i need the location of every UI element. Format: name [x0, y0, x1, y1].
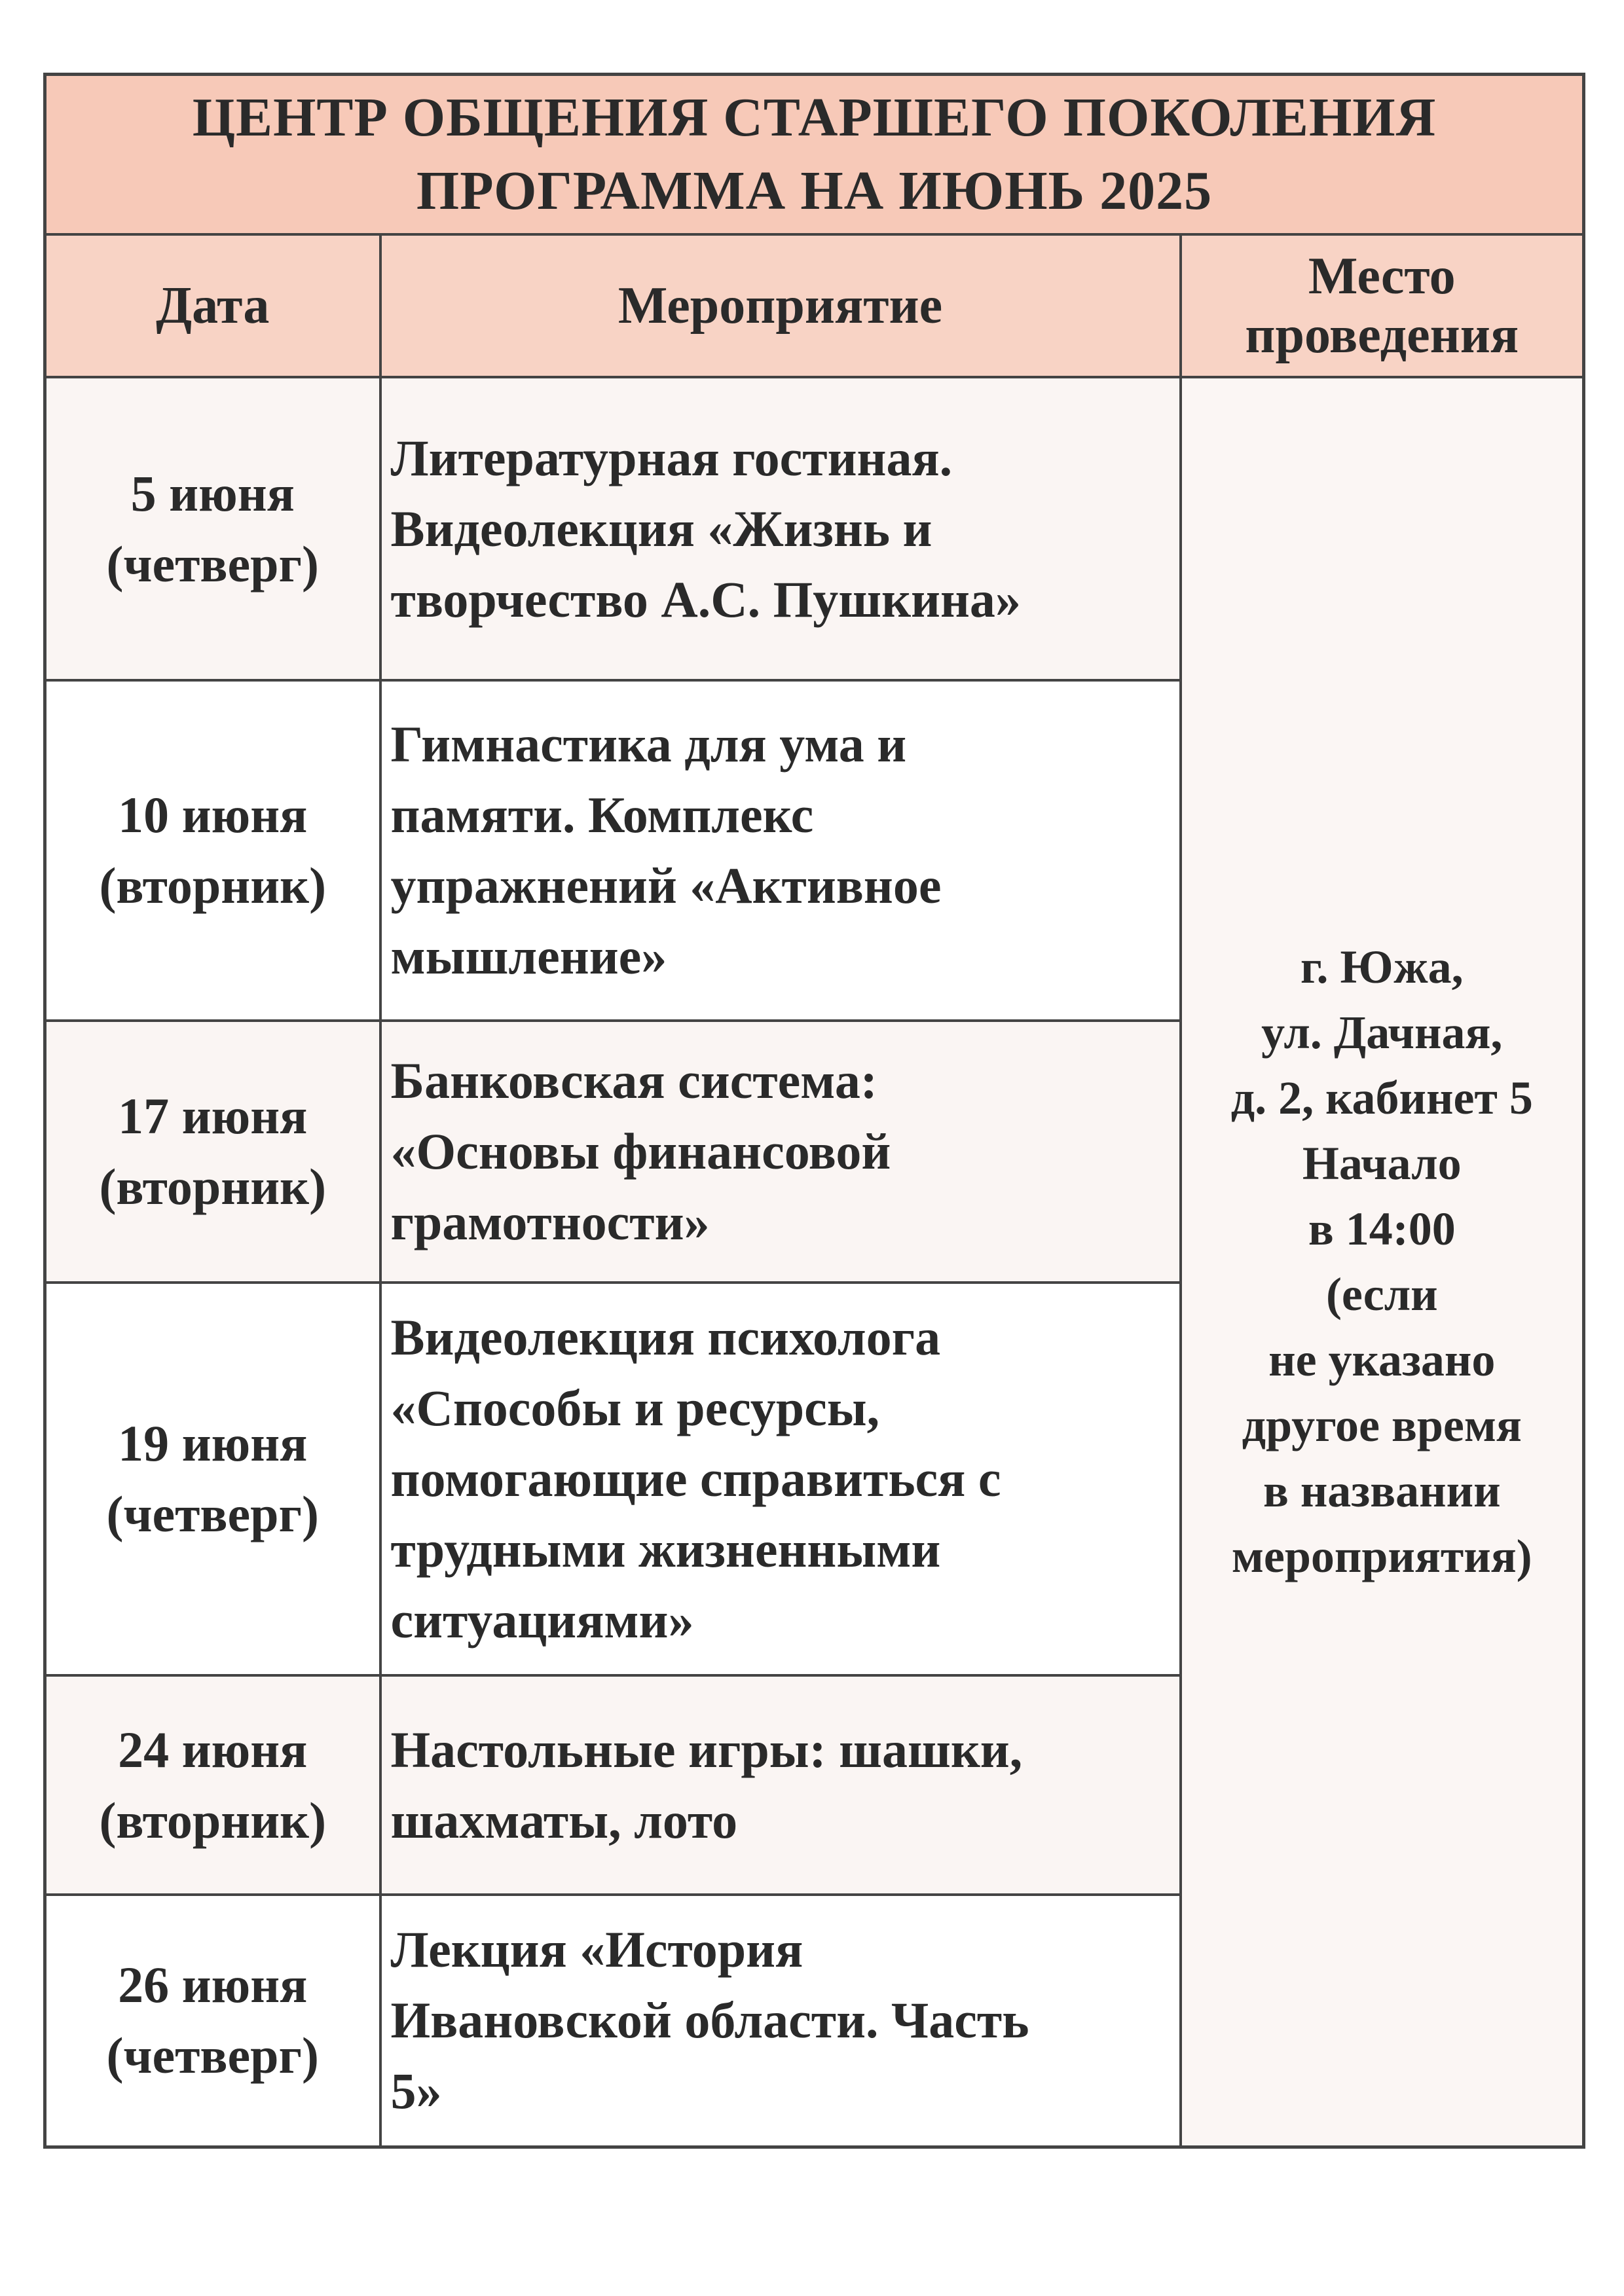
event-line: Настольные игры: шашки,: [390, 1721, 1023, 1778]
place-line: в 14:00: [1308, 1203, 1456, 1256]
event-line: Гимнастика для ума и: [390, 716, 907, 773]
place-line: мероприятия): [1231, 1530, 1532, 1583]
event-line: помогающие справиться с: [390, 1450, 1001, 1507]
event-line: упражнений «Активное: [390, 857, 942, 914]
event-cell: [380, 680, 1181, 1021]
event-cell: [380, 377, 1181, 680]
event-line: 5»: [390, 2062, 442, 2120]
table-row: [45, 377, 1584, 680]
date-cell: [45, 1675, 380, 1895]
place-cell: [1181, 377, 1584, 2147]
date-day: 24 июня: [118, 1721, 308, 1778]
column-header-place-line-2: проведения: [1245, 306, 1519, 364]
column-header-place: [1181, 234, 1584, 377]
event-line: Видеолекция «Жизнь и: [390, 500, 932, 557]
event-cell: [380, 1675, 1181, 1895]
date-weekday: (вторник): [99, 857, 327, 914]
event-line: ситуациями»: [390, 1592, 694, 1649]
event-line: мышление»: [390, 928, 667, 985]
event-line: «Способы и ресурсы,: [390, 1379, 880, 1436]
event-line: Лекция «История: [390, 1921, 803, 1978]
date-weekday: (четверг): [106, 2027, 319, 2085]
event-line: Ивановской области. Часть: [390, 1992, 1029, 2049]
program-table: [43, 73, 1585, 2149]
date-day: 10 июня: [118, 786, 308, 843]
event-cell: [380, 1021, 1181, 1283]
place-line: в названии: [1263, 1465, 1501, 1518]
date-weekday: (вторник): [99, 1791, 327, 1849]
event-line: творчество А.С. Пушкина»: [390, 570, 1021, 628]
date-cell: [45, 1895, 380, 2147]
place-line: Начало: [1302, 1137, 1462, 1190]
date-cell: [45, 1283, 380, 1675]
event-line: Банковская система:: [390, 1052, 877, 1109]
event-line: шахматы, лото: [390, 1791, 738, 1849]
date-cell: [45, 680, 380, 1021]
column-header-place-line-1: Место: [1308, 247, 1456, 305]
title-row: [45, 75, 1584, 235]
event-line: памяти. Комплекс: [390, 786, 814, 843]
event-cell: [380, 1895, 1181, 2147]
date-day: 5 июня: [130, 464, 295, 522]
title-line-2: ПРОГРАММА НА ИЮНЬ 2025: [416, 160, 1213, 221]
place-line: другое время: [1242, 1399, 1522, 1452]
date-cell: [45, 1021, 380, 1283]
date-weekday: (четверг): [106, 1485, 319, 1542]
event-line: грамотности»: [390, 1194, 710, 1250]
place-line: не указано: [1268, 1334, 1496, 1387]
column-header-date: Дата: [45, 234, 380, 377]
event-line: Литературная гостиная.: [390, 429, 953, 486]
title-line-1: ЦЕНТР ОБЩЕНИЯ СТАРШЕГО ПОКОЛЕНИЯ: [192, 87, 1437, 148]
place-line: д. 2, кабинет 5: [1230, 1072, 1533, 1125]
column-header-row: [45, 234, 1584, 377]
date-day: 17 июня: [118, 1087, 308, 1144]
place-line: (если: [1325, 1268, 1438, 1321]
date-weekday: (вторник): [99, 1158, 327, 1215]
date-weekday: (четверг): [106, 535, 319, 592]
event-line: трудными жизненными: [390, 1521, 941, 1578]
event-line: Видеолекция психолога: [390, 1309, 941, 1366]
column-header-event: Мероприятие: [380, 234, 1181, 377]
date-day: 26 июня: [118, 1956, 308, 2014]
place-line: г. Южа,: [1300, 941, 1464, 994]
document-title: [45, 75, 1584, 235]
date-cell: [45, 377, 380, 680]
event-line: «Основы финансовой: [390, 1123, 891, 1180]
event-cell: [380, 1283, 1181, 1675]
place-line: ул. Дачная,: [1261, 1006, 1503, 1059]
date-day: 19 июня: [118, 1415, 308, 1472]
